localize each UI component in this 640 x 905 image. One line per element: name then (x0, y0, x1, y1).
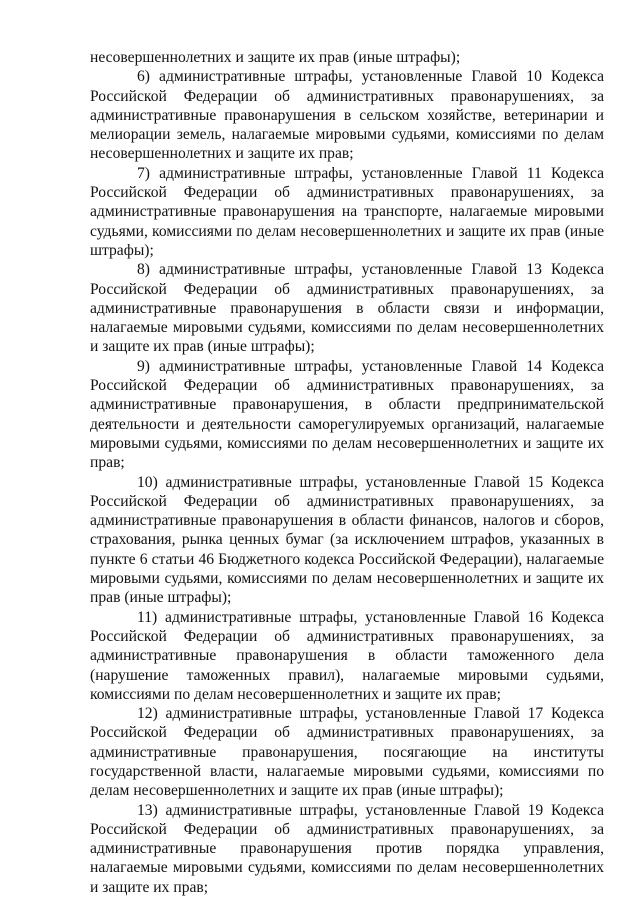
list-item-13: 13) административные штрафы, установленные Главой 19 Кодекса Российской Федерации об административных правонарушениях, за административные правонарушения против порядка управления, налагаемые мировыми судьями, комиссиями по делам несовершеннолетних и защите их прав; (90, 801, 604, 896)
document-page (90, 48, 604, 897)
list-item-7: 7) административные штрафы, установленные Главой 11 Кодекса Российской Федерации об административных правонарушениях, за административные правонарушения на транспорте, налагаемые мировыми судьями, комиссиями по делам несовершеннолетних и защите их прав (иные штрафы); (90, 164, 604, 259)
list-item-12: 12) административные штрафы, установленные Главой 17 Кодекса Российской Федерации об административных правонарушениях, за административные правонарушения, посягающие на институты государственной власти, налагаемые мировыми судьями, комиссиями по делам несовершеннолетних и защите их прав (иные штрафы); (90, 705, 604, 800)
list-item-6: 6) административные штрафы, установленные Главой 10 Кодекса Российской Федерации об административных правонарушениях, за административные правонарушения в сельском хозяйстве, ветеринарии и мелиорации земель, налагаемые мировыми судьями, комиссиями по делам несовершеннолетних и защите их прав; (90, 68, 604, 163)
paragraph-continuation: несовершеннолетних и защите их прав (иные штрафы); (90, 49, 461, 66)
list-item-10: 10) административные штрафы, установленные Главой 15 Кодекса Российской Федерации об административных правонарушениях, за административные правонарушения в области финансов, налогов и сборов, страхования, рынка ценных бумаг (за исключением штрафов, указанных в пункте 6 статьи 46 Бюджетного кодекса Российской Федерации), налагаемые мировыми судьями, комиссиями по делам несовершеннолетних и защите их прав (иные штрафы); (90, 473, 604, 607)
list-item-11: 11) административные штрафы, установленные Главой 16 Кодекса Российской Федерации об административных правонарушениях, за административные правонарушения в области таможенного дела (нарушение таможенных правил), налагаемые мировыми судьями, комиссиями по делам несовершеннолетних и защите их прав; (90, 608, 604, 703)
list-item-8: 8) административные штрафы, установленные Главой 13 Кодекса Российской Федерации об административных правонарушениях, за административные правонарушения в области связи и информации, налагаемые мировыми судьями, комиссиями по делам несовершеннолетних и защите их прав (иные штрафы); (90, 261, 604, 356)
list-item-9: 9) административные штрафы, установленные Главой 14 Кодекса Российской Федерации об административных правонарушениях, за административные правонарушения, в области предпринимательской деятельности и деятельности саморегулируемых организаций, налагаемые мировыми судьями, комиссиями по делам несовершеннолетних и защите их прав; (90, 357, 604, 472)
